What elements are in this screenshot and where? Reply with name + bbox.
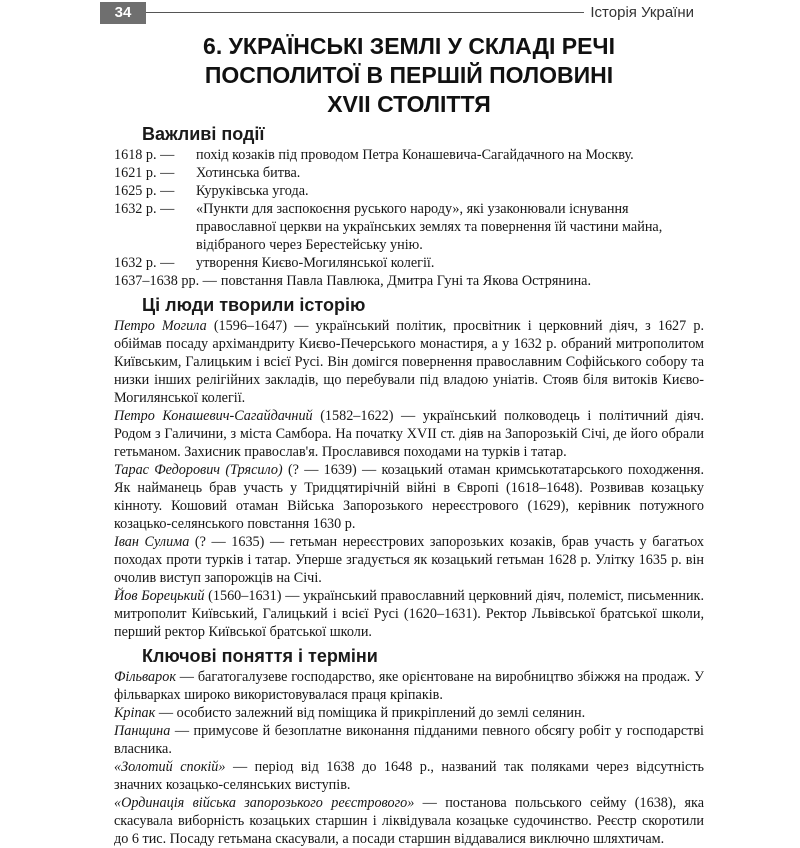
page-content [114, 32, 704, 848]
person-entry [114, 533, 704, 587]
person-entry [114, 461, 704, 533]
event-item [114, 164, 704, 182]
term-definition: — багатогалузеве господарство, яке орієнтоване на виробництво збіжжя на продаж. У фільварках широко використовувалася праця кріпаків. [114, 669, 704, 703]
person-description: (1582–1622) — український полководець і політичний діяч. Родом з Галичини, з міста Самбора. На початку XVII ст. діяв на Запорозькій Січі, де його обрали гетьманом. Захисник православ'я. Прославився походами на турків і татар. [114, 408, 704, 460]
person-description: (1560–1631) — український православний церковний діяч, полеміст, письменник. митрополит Київський, Галицький і всієї Русі (1620–1631). Ректор Львівської братської школи, перший ректор Київської братської школи. [114, 588, 704, 640]
event-text: утворення Києво-Могилянської колегії. [196, 255, 435, 271]
person-entry [114, 407, 704, 461]
event-text: «Пункти для заспокоєння руського народу», які узаконювали існування православної церкви на українських землях та повернення їй частини майна, відібраного через Берестейську унію. [196, 201, 663, 253]
term-definition: — період від 1638 до 1648 р., названий так поляками через відсутність значних козацько-селянських виступів. [114, 759, 704, 793]
person-entry [114, 317, 704, 407]
terms-heading: Ключові поняття і терміни [142, 646, 378, 666]
chapter-title-line: ПОСПОЛИТОЇ В ПЕРШІЙ ПОЛОВИНІ [204, 62, 614, 88]
term-name: Кріпак [114, 705, 156, 721]
running-title: Історія України [584, 4, 694, 21]
chapter-title-line: 6. УКРАЇНСЬКІ ЗЕМЛІ У СКЛАДІ РЕЧІ [203, 33, 615, 59]
person-description: (1596–1647) — український політик, просвітник і церковний діяч, з 1627 р. обіймав посаду архімандриту Києво-Печерського монастиря, а у 1632 р. обраний митрополитом Київським, Галицьким і всієї Русі. Він домігся повернення православним Софійського собору та низки інших релігійних закладів, що перебували під владою уніатів. Стояв біля витоків Києво-Могилянської колегії. [114, 318, 704, 406]
chapter-title [114, 32, 704, 119]
term-entry [114, 758, 704, 794]
people-list [114, 317, 704, 641]
chapter-title-line: XVII СТОЛІТТЯ [327, 91, 491, 117]
event-text: повстання Павла Павлюка, Дмитра Гуні та Якова Острянина. [220, 273, 592, 289]
person-name: Тарас Федорович (Трясило) [114, 462, 283, 478]
event-date: 1618 р. — [114, 147, 175, 163]
person-name: Петро Могила [114, 318, 207, 334]
term-name: Фільварок [114, 669, 176, 685]
events-list [114, 146, 704, 290]
term-definition: — особисто залежний від поміщика й прикріплений до землі селянин. [155, 705, 586, 721]
people-heading: Ці люди творили історію [142, 295, 366, 315]
term-name: «Ординація війська запорозького реєстрового» [114, 795, 415, 811]
person-name: Йов Борецький [114, 588, 205, 604]
term-entry [114, 722, 704, 758]
person-name: Іван Сулима [114, 534, 190, 550]
event-date: 1625 р. — [114, 183, 175, 199]
term-definition: — постанова польського сейму (1638), яка скасувала виборність козацьких старшин і ліквідувала козацьке судочинство. Реєстр скоротили до 6 тис. Посаду гетьмана скасували, а посади старшин віддавалися виключно шляхтичам. [114, 795, 704, 847]
event-text: похід козаків під проводом Петра Конашевича-Сагайдачного на Москву. [196, 147, 634, 163]
event-date: 1637–1638 рр. — [114, 273, 217, 289]
person-description: (? — 1639) — козацький отаман кримськотатарського походження. Як найманець брав участь у Тридцятирічній війні в Європі (1618–1648). Розвивав козацьку кінноту. Кошовий отаман Війська Запорозького нереєстрового (1629), керівник потужного козацько-селянського повстання 1630 р. [114, 462, 704, 532]
term-entry [114, 668, 704, 704]
term-entry [114, 704, 704, 722]
person-name: Петро Конашевич-Сагайдачний [114, 408, 313, 424]
event-item [114, 182, 704, 200]
terms-list [114, 668, 704, 848]
event-item [114, 254, 704, 272]
event-date: 1632 р. — [114, 255, 175, 271]
event-item [114, 146, 704, 164]
event-text: Хотинська битва. [196, 165, 301, 181]
event-item [114, 272, 704, 290]
person-description: (? — 1635) — гетьман нереєстрових запорозьких козаків, брав участь у багатьох походах проти турків і татар. Уперше згадується як козацький гетьман 1628 р. Улітку 1635 р. він очолив виступ запорожців на Січі. [114, 534, 704, 586]
event-date: 1632 р. — [114, 201, 175, 217]
page-header [0, 0, 800, 28]
page-number: 34 [100, 2, 146, 24]
event-text: Куруківська угода. [196, 183, 309, 199]
term-definition: — примусове й безоплатне виконання підданими певного обсягу робіт у господарстві власника. [114, 723, 704, 757]
events-heading: Важливі події [142, 124, 265, 144]
event-date: 1621 р. — [114, 165, 175, 181]
event-item [114, 200, 704, 254]
term-name: Панщина [114, 723, 171, 739]
term-entry [114, 794, 704, 848]
term-name: «Золотий спокій» [114, 759, 226, 775]
person-entry [114, 587, 704, 641]
